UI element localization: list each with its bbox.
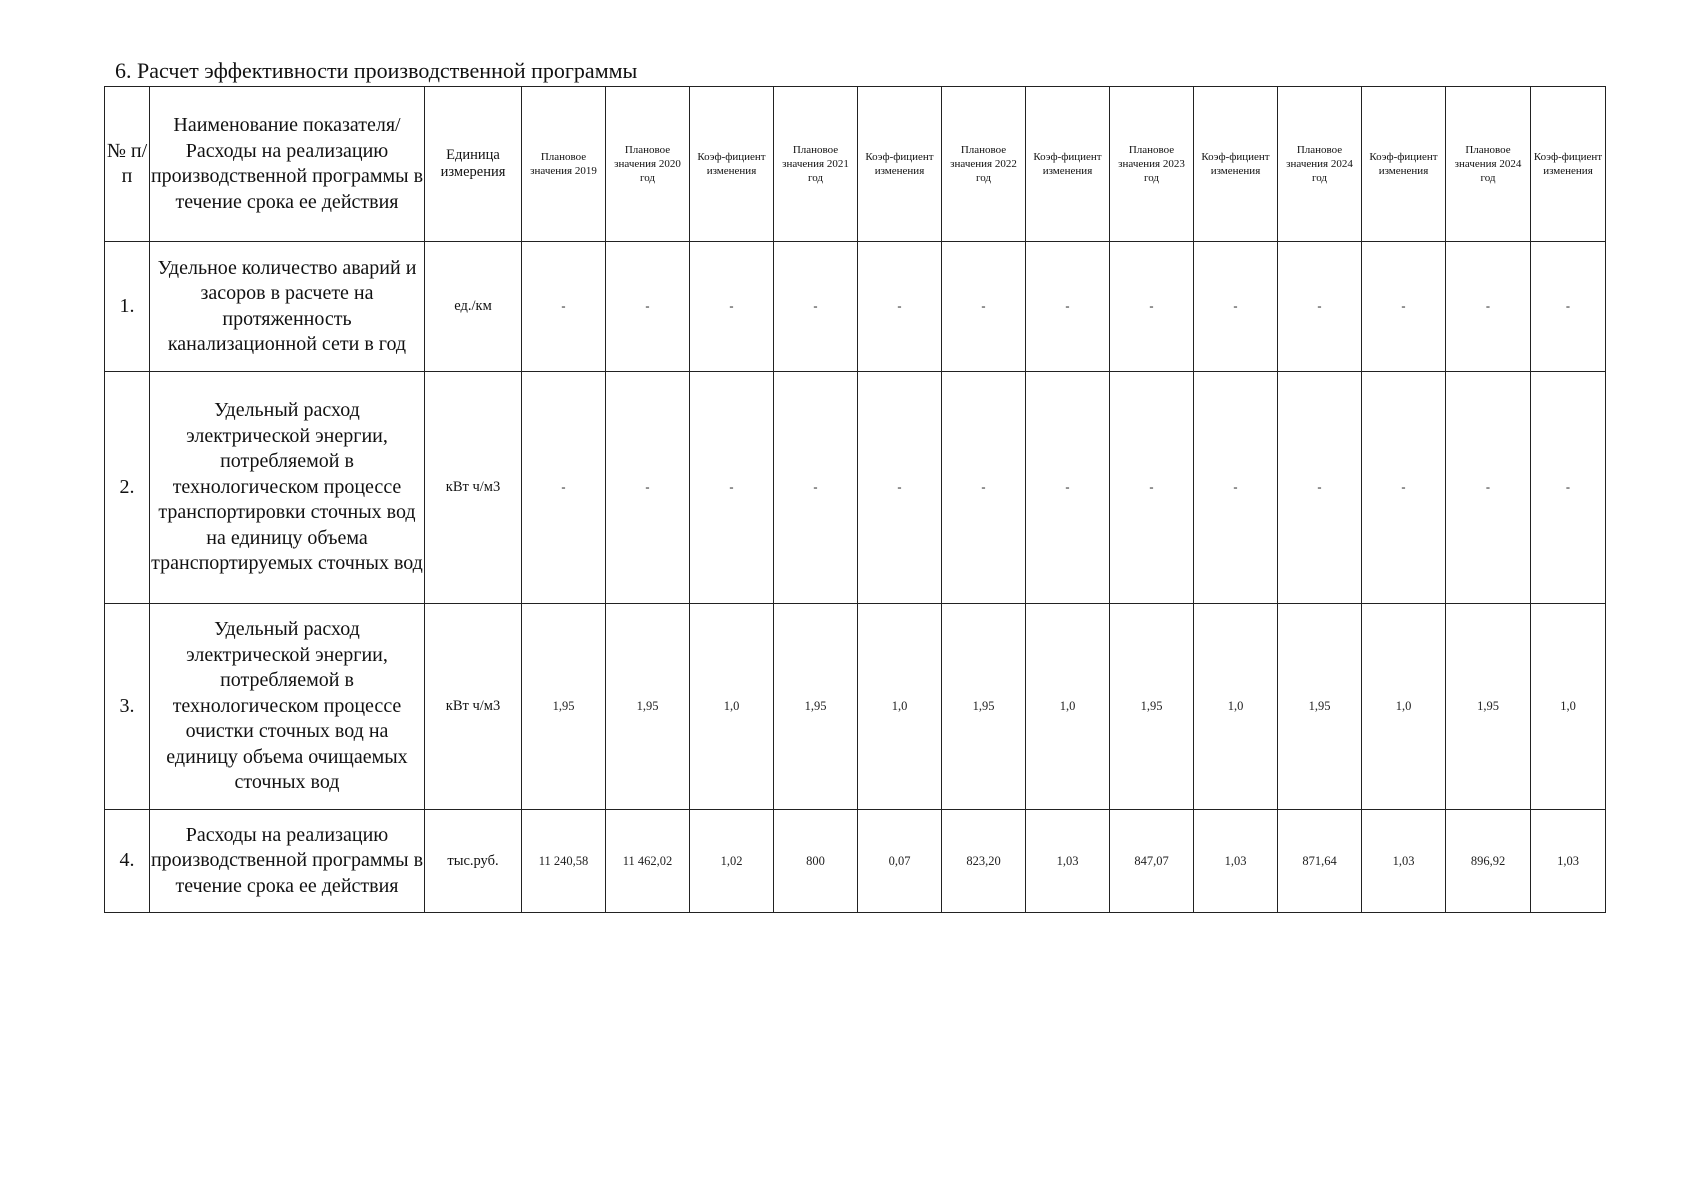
value-cell: 800 [774,810,858,913]
row-name: Удельный расход электрической энергии, потребляемой в технологическом процессе транспортировки сточных вод на единицу объема транспортируемых сточных вод [150,372,425,604]
header-col: Плановое значения 2024 год [1278,87,1362,242]
value-cell: 896,92 [1446,810,1531,913]
header-col: Коэф-фициент изменения [1531,87,1606,242]
value-cell: 1,02 [690,810,774,913]
section-title: 6. Расчет эффективности производственной программы [115,58,638,83]
table-row [105,372,1606,604]
value-cell: 1,95 [774,604,858,810]
header-col: Плановое значения 2023 год [1110,87,1194,242]
value-cell: 847,07 [1110,810,1194,913]
value-cell: - [1110,372,1194,604]
value-cell: - [1026,242,1110,372]
value-cell: - [606,372,690,604]
header-num: № п/п [105,87,150,242]
value-cell: - [1110,242,1194,372]
header-col: Плановое значения 2020 год [606,87,690,242]
value-cell: 1,95 [942,604,1026,810]
value-cell: 823,20 [942,810,1026,913]
value-cell: 1,0 [1194,604,1278,810]
value-cell: - [522,372,606,604]
value-cell: 1,95 [606,604,690,810]
header-row [105,87,1606,242]
header-col: Коэф-фициент изменения [690,87,774,242]
value-cell: - [690,372,774,604]
value-cell: - [1362,372,1446,604]
value-cell: - [774,242,858,372]
row-name: Расходы на реализацию производственной программы в течение срока ее действия [150,810,425,913]
header-col: Плановое значения 2019 [522,87,606,242]
value-cell: 1,03 [1362,810,1446,913]
value-cell: - [942,242,1026,372]
value-cell: - [774,372,858,604]
header-name: Наименование показателя/Расходы на реализацию производственной программы в течение срока ее действия [150,87,425,242]
header-col: Коэф-фициент изменения [1362,87,1446,242]
row-num: 4. [105,810,150,913]
value-cell: 1,03 [1194,810,1278,913]
value-cell: - [690,242,774,372]
value-cell: 1,95 [1110,604,1194,810]
value-cell: - [1278,372,1362,604]
table-row [105,810,1606,913]
value-cell: 1,0 [858,604,942,810]
value-cell: - [1362,242,1446,372]
header-col: Плановое значения 2021 год [774,87,858,242]
row-num: 2. [105,372,150,604]
value-cell: 1,0 [1531,604,1606,810]
value-cell: - [1194,372,1278,604]
row-name: Удельный расход электрической энергии, потребляемой в технологическом процессе очистки сточных вод на единицу объема очищаемых сточных вод [150,604,425,810]
value-cell: - [522,242,606,372]
value-cell: - [858,372,942,604]
header-col: Коэф-фициент изменения [1194,87,1278,242]
efficiency-table [104,86,1606,913]
value-cell: 1,95 [1446,604,1531,810]
row-unit: кВт ч/м3 [425,604,522,810]
row-unit: ед./км [425,242,522,372]
value-cell: 0,07 [858,810,942,913]
row-num: 1. [105,242,150,372]
value-cell: - [1531,372,1606,604]
row-num: 3. [105,604,150,810]
value-cell: - [1194,242,1278,372]
value-cell: - [1531,242,1606,372]
table-row [105,242,1606,372]
header-col: Плановое значения 2024 год [1446,87,1531,242]
value-cell: - [858,242,942,372]
header-col: Плановое значения 2022 год [942,87,1026,242]
table-row [105,604,1606,810]
header-col: Коэф-фициент изменения [858,87,942,242]
value-cell: 11 240,58 [522,810,606,913]
value-cell: 1,0 [1026,604,1110,810]
value-cell: 1,95 [522,604,606,810]
value-cell: 1,95 [1278,604,1362,810]
value-cell: 1,0 [690,604,774,810]
value-cell: - [1278,242,1362,372]
value-cell: - [1446,372,1531,604]
value-cell: 1,0 [1362,604,1446,810]
value-cell: 1,03 [1026,810,1110,913]
value-cell: 871,64 [1278,810,1362,913]
header-unit: Единица измерения [425,87,522,242]
row-unit: кВт ч/м3 [425,372,522,604]
value-cell: 1,03 [1531,810,1606,913]
value-cell: - [942,372,1026,604]
row-name: Удельное количество аварий и засоров в расчете на протяженность канализационной сети в год [150,242,425,372]
row-unit: тыс.руб. [425,810,522,913]
value-cell: 11 462,02 [606,810,690,913]
value-cell: - [1026,372,1110,604]
value-cell: - [606,242,690,372]
header-col: Коэф-фициент изменения [1026,87,1110,242]
value-cell: - [1446,242,1531,372]
